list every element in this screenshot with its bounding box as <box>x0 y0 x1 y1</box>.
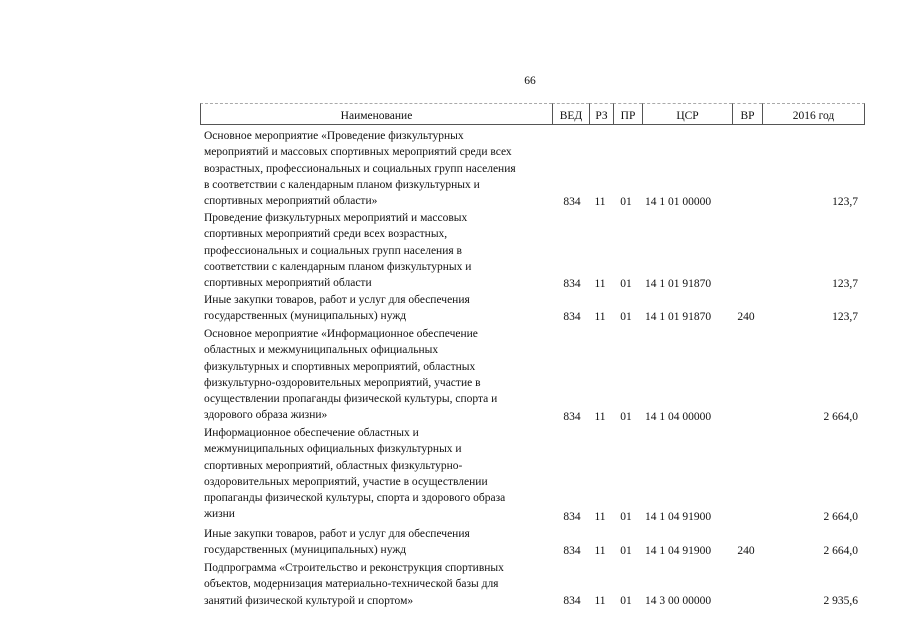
row-pr: 01 <box>620 411 632 423</box>
row-ved: 834 <box>563 278 581 290</box>
row-csr: 14 1 04 91900 <box>645 545 712 557</box>
column-header-csr: ЦСР <box>642 103 732 125</box>
row-pr: 01 <box>620 511 632 523</box>
row-rz: 11 <box>594 196 606 208</box>
row-ved: 834 <box>563 511 581 523</box>
row-amount: 2 664,0 <box>823 545 858 557</box>
row-amount: 123,7 <box>832 196 858 208</box>
row-csr: 14 1 01 91870 <box>645 311 712 323</box>
row-ved: 834 <box>563 545 581 557</box>
row-rz: 11 <box>594 545 606 557</box>
row-name: Иные закупки товаров, работ и услуг для обеспечения государственных (муниципальных) нужд <box>204 528 470 557</box>
row-pr: 01 <box>620 311 632 323</box>
row-csr: 14 1 01 00000 <box>645 196 712 208</box>
row-name: Основное мероприятие «Проведение физкультурных мероприятий и массовых спортивных мероприятий среди всех возрастных, профессиональных и социальных групп населения в соответствии с календарным планом физкультурных и спортивных мероприятий области» <box>204 130 516 208</box>
column-header-vr: ВР <box>732 103 762 125</box>
row-rz: 11 <box>594 311 606 323</box>
row-name: Иные закупки товаров, работ и услуг для обеспечения государственных (муниципальных) нужд <box>204 294 470 323</box>
row-rz: 11 <box>594 411 606 423</box>
table-header <box>200 103 865 127</box>
row-ved: 834 <box>563 311 581 323</box>
row-name: Информационное обеспечение областных и межмуниципальных официальных физкультурных и спортивных мероприятий, областных физкультурно- оздоровительных мероприятий, участие в осуществлении пропаганды физической культуры, спорта и здорового образа жизни <box>204 427 506 521</box>
page-number: 66 <box>524 75 536 87</box>
column-header-ved: ВЕД <box>552 103 589 125</box>
row-pr: 01 <box>620 196 632 208</box>
row-name: Подпрограмма «Строительство и реконструкция спортивных объектов, модернизация материально-технической базы для занятий физической культурой и спортом» <box>204 562 504 607</box>
row-amount: 2 664,0 <box>823 411 858 423</box>
row-ved: 834 <box>563 196 581 208</box>
row-pr: 01 <box>620 545 632 557</box>
row-vr: 240 <box>737 545 755 557</box>
row-ved: 834 <box>563 411 581 423</box>
row-amount: 2 664,0 <box>823 511 858 523</box>
row-amount: 123,7 <box>832 278 858 290</box>
row-csr: 14 1 04 91900 <box>645 511 712 523</box>
row-rz: 11 <box>594 278 606 290</box>
row-rz: 11 <box>594 511 606 523</box>
column-header-rz: РЗ <box>589 103 613 125</box>
row-rz: 11 <box>594 595 606 607</box>
row-pr: 01 <box>620 278 632 290</box>
row-amount: 123,7 <box>832 311 858 323</box>
column-header-pr: ПР <box>613 103 642 125</box>
row-csr: 14 1 01 91870 <box>645 278 712 290</box>
row-ved: 834 <box>563 595 581 607</box>
row-csr: 14 3 00 00000 <box>645 595 712 607</box>
row-csr: 14 1 04 00000 <box>645 411 712 423</box>
row-vr: 240 <box>737 311 755 323</box>
row-name: Проведение физкультурных мероприятий и массовых спортивных мероприятий среди всех возрастных, профессиональных и социальных групп населения в соответствии с календарным планом физкультурных и спортивных мероприятий области <box>204 212 472 290</box>
column-header-year: 2016 год <box>762 103 865 125</box>
row-amount: 2 935,6 <box>823 595 858 607</box>
row-name: Основное мероприятие «Информационное обеспечение областных и межмуниципальных официальных физкультурных и спортивных мероприятий, областных физкультурно-оздоровительных мероприятий, участие в осуществлении пропаганды физической культуры, спорта и здорового образа жизни» <box>204 328 498 422</box>
column-header-name: Наименование <box>200 103 552 125</box>
row-pr: 01 <box>620 595 632 607</box>
